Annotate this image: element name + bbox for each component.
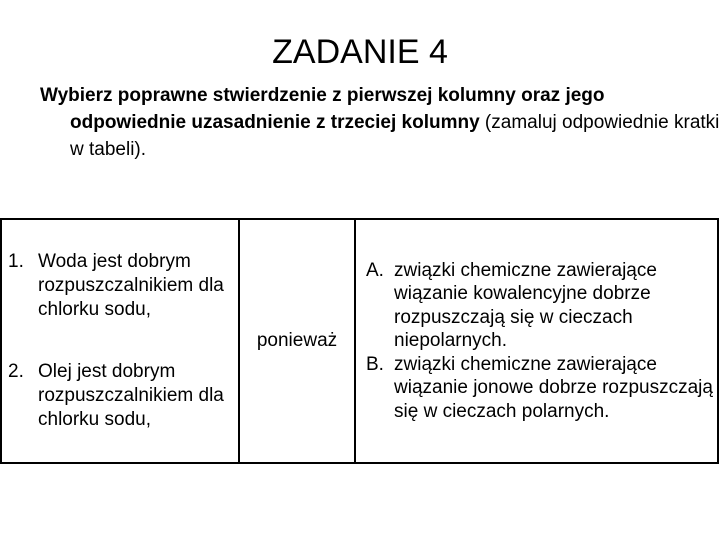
statements-cell[interactable] — [1, 219, 239, 463]
statement-1[interactable] — [2, 231, 238, 341]
reason-b-text: związki chemiczne zawierające wiązanie jonowe dobrze rozpuszczają się w cieczach polarnych. — [394, 353, 713, 422]
statement-1-text: Woda jest dobrym rozpuszczalnikiem dla chlorku sodu, — [38, 251, 224, 320]
answer-table — [0, 218, 719, 464]
reason-a-letter: A. — [366, 259, 384, 281]
reasons-cell[interactable] — [355, 219, 718, 463]
page-title: ZADANIE 4 — [272, 33, 448, 71]
reason-b-letter: B. — [366, 353, 384, 375]
connector-cell — [239, 219, 355, 463]
instructions-normal-text: (zamaluj odpowiednie kratki w tabeli). — [70, 112, 720, 160]
task-instructions — [40, 82, 720, 163]
reason-b[interactable] — [356, 353, 717, 424]
statement-2-number: 2. — [8, 361, 24, 382]
connector-text: ponieważ — [256, 330, 338, 351]
statement-2[interactable] — [2, 341, 238, 451]
instructions-bold-text: Wybierz poprawne stwierdzenie z pierwszej kolumny oraz jego odpowiednie uzasadnienie z trzeciej kolumny — [40, 85, 605, 133]
reason-a-text: związki chemiczne zawierające wiązanie kowalencyjne dobrze rozpuszczają się w cieczach niepolarnych. — [394, 259, 657, 352]
statement-1-number: 1. — [8, 251, 24, 272]
reason-a[interactable] — [356, 259, 717, 353]
statement-2-text: Olej jest dobrym rozpuszczalnikiem dla chlorku sodu, — [38, 361, 224, 430]
